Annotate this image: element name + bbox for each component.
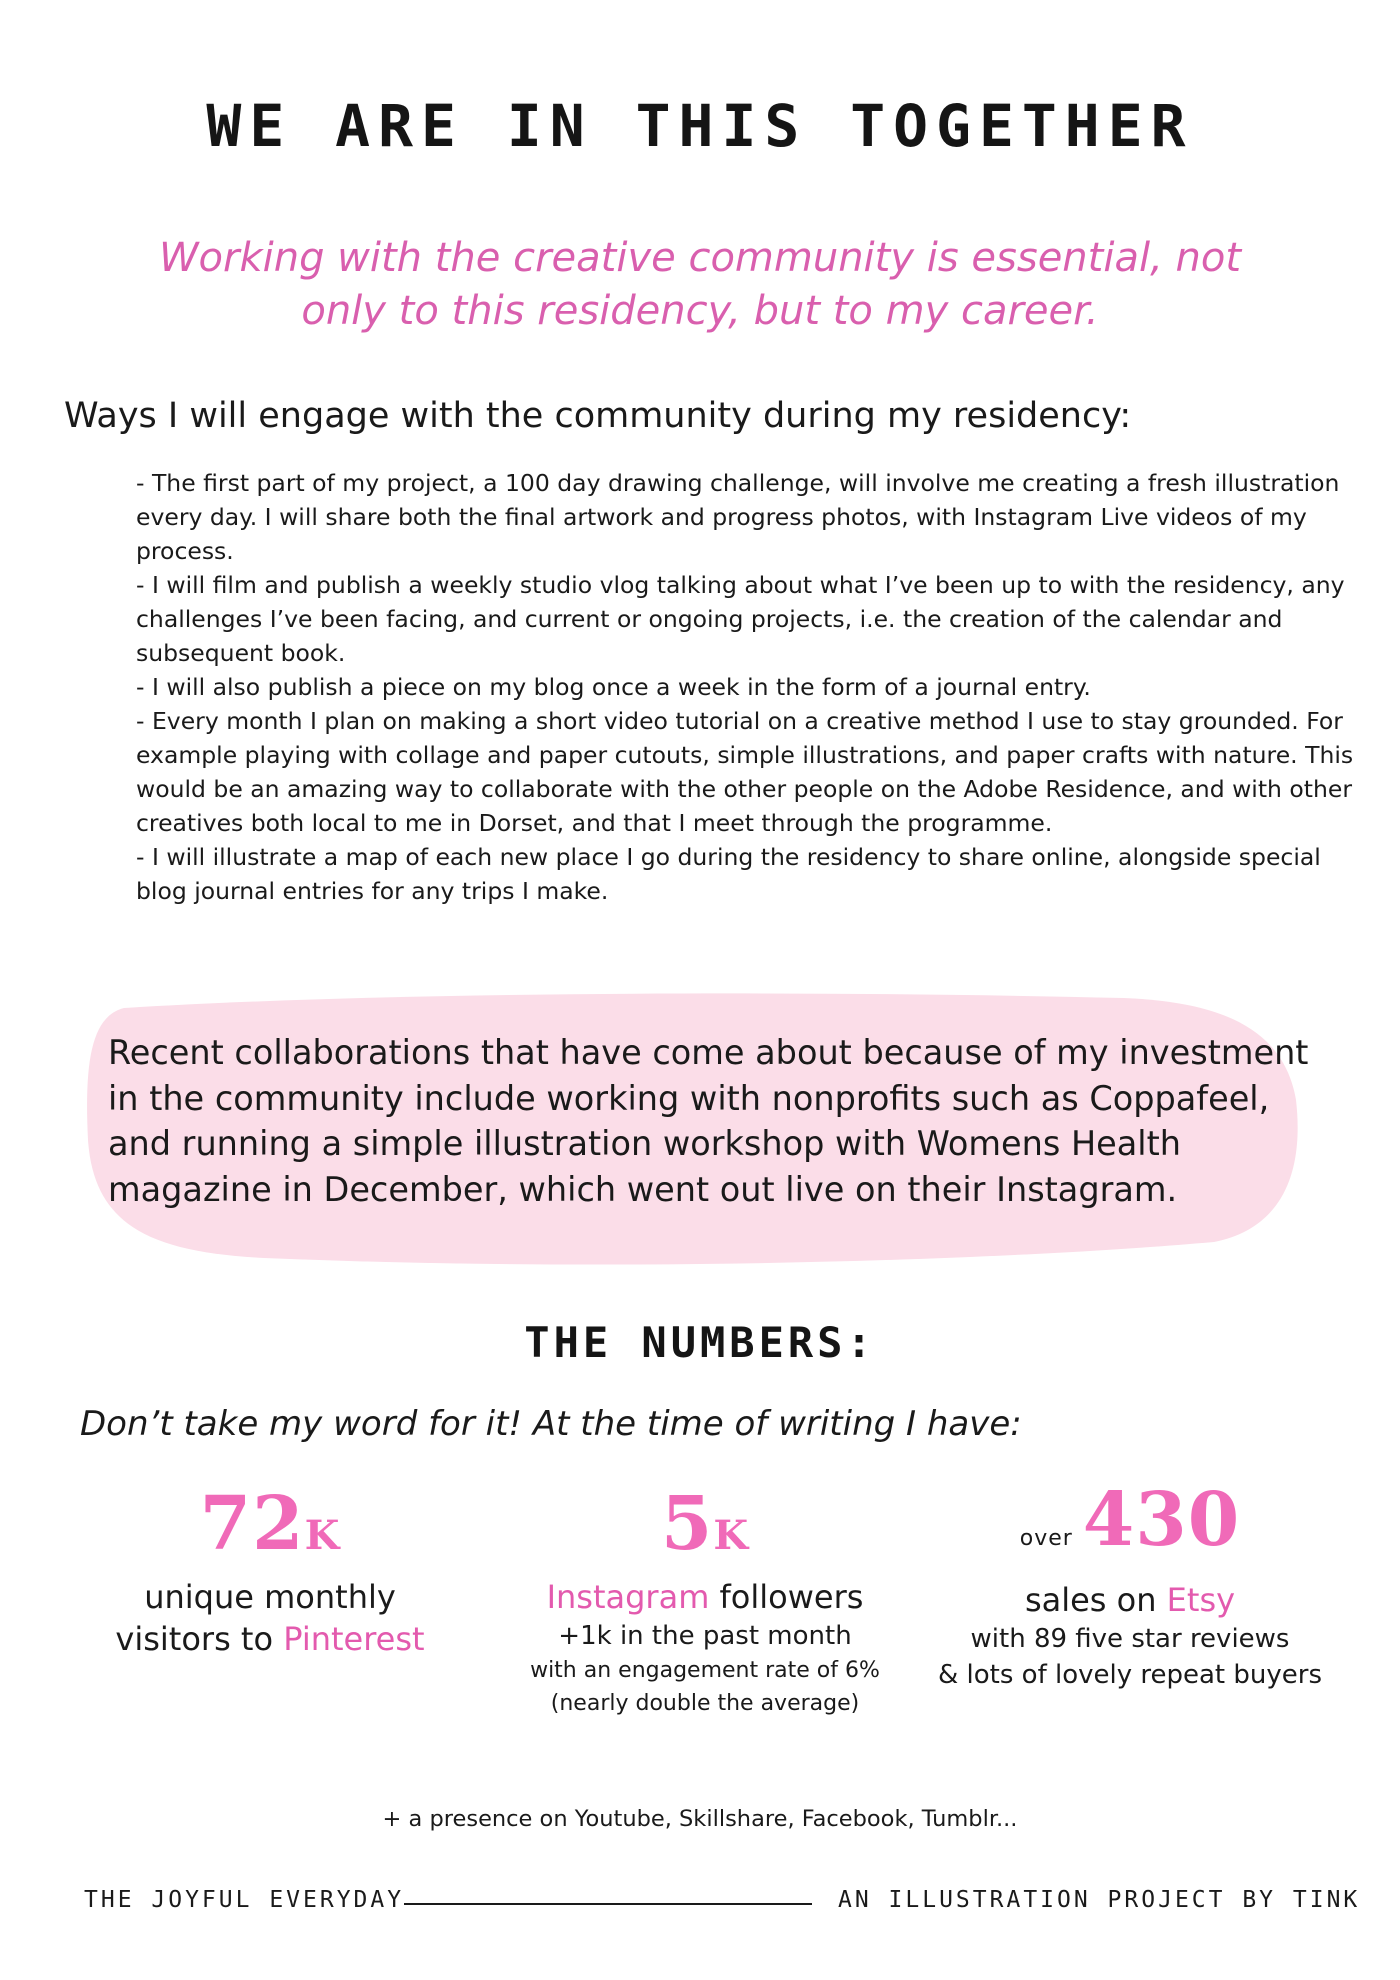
- stat-pinterest: [100, 1481, 440, 1660]
- engagement-item-blog: - I will also publish a piece on my blog once a week in the form of a journal entry.: [136, 673, 1091, 701]
- engagement-list: [136, 466, 1376, 908]
- engagement-item-studio-vlog: - I will film and publish a weekly studio vlog talking about what I’ve been up to with the residency, any challenges I’ve been facing, and current or ongoing projects, i.e. the creation of the calendar and subsequent book.: [136, 571, 1345, 667]
- stat-pinterest-value: 72: [199, 1481, 305, 1567]
- stat-instagram-note: (nearly double the average): [550, 1691, 860, 1716]
- stat-pinterest-figure: [100, 1481, 440, 1576]
- engagement-item-drawing-challenge: - The first part of my project, a 100 day drawing challenge, will involve me creating a fresh illustration every day. I will share both the final artwork and progress photos, with Instagram Live videos of my process.: [136, 469, 1340, 565]
- stat-etsy-line1-prefix: sales on: [1024, 1581, 1167, 1619]
- stat-etsy-repeat-buyers: & lots of lovely repeat buyers: [938, 1660, 1322, 1690]
- footer-credit: AN ILLUSTRATION PROJECT BY TINK: [838, 1887, 1361, 1913]
- presence-note: + a presence on Youtube, Skillshare, Facebook, Tumblr...: [382, 1806, 1018, 1832]
- stat-instagram-line1-rest: followers: [709, 1578, 864, 1616]
- stat-instagram-suffix: K: [713, 1512, 750, 1559]
- stat-etsy-value: 430: [1082, 1477, 1241, 1563]
- stat-pinterest-line2-prefix: visitors to: [115, 1620, 284, 1658]
- collaborations-text: Recent collaborations that have come about because of my investment in the community include working with nonprofits such as Coppafeel, and running a simple illustration workshop with Womens Health magazine in December, which went out live on their Instagram.: [108, 1033, 1309, 1209]
- stat-instagram: [500, 1481, 910, 1720]
- stat-instagram-figure: [500, 1481, 910, 1576]
- stat-instagram-engagement: with an engagement rate of 6%: [530, 1658, 880, 1683]
- engagement-heading: Ways I will engage with the community during my residency:: [64, 396, 1132, 436]
- stat-etsy-reviews: with 89 five star reviews: [970, 1624, 1290, 1654]
- stat-instagram-sub: +1k in the past month: [558, 1621, 852, 1651]
- stat-pinterest-line2: [100, 1618, 440, 1660]
- tagline: Working with the creative community is essential, not only to this residency, but to my career.: [158, 235, 1242, 334]
- footer-divider: [404, 1903, 812, 1905]
- stat-etsy-prefix: over: [1019, 1526, 1073, 1551]
- footer-project-name: THE JOYFUL EVERYDAY: [84, 1887, 405, 1913]
- stat-pinterest-suffix: K: [304, 1512, 341, 1559]
- stat-etsy: [930, 1477, 1330, 1693]
- stat-etsy-figure: [930, 1477, 1330, 1579]
- numbers-intro: Don’t take my word for it! At the time of writing I have:: [80, 1404, 1022, 1444]
- engagement-item-map-illustration: - I will illustrate a map of each new place I go during the residency to share online, alongside special blog journal entries for any trips I make.: [136, 843, 1321, 905]
- stat-instagram-line1: [500, 1576, 910, 1618]
- stat-etsy-platform: Etsy: [1166, 1581, 1236, 1619]
- stat-pinterest-platform: Pinterest: [283, 1620, 425, 1658]
- stat-instagram-value: 5: [660, 1481, 714, 1567]
- stat-instagram-platform: Instagram: [546, 1578, 710, 1616]
- stat-pinterest-line1: unique monthly: [144, 1578, 396, 1616]
- engagement-item-video-tutorial: - Every month I plan on making a short video tutorial on a creative method I use to stay grounded. For example playing with collage and paper cutouts, simple illustrations, and paper crafts with nature. This would be an amazing way to collaborate with the other people on the Adobe Residence, and with other creatives both local to me in Dorset, and that I meet through the programme.: [136, 707, 1354, 837]
- numbers-heading: THE NUMBERS:: [524, 1318, 876, 1367]
- page-title: WE ARE IN THIS TOGETHER: [206, 92, 1194, 160]
- stat-etsy-line1: [930, 1579, 1330, 1621]
